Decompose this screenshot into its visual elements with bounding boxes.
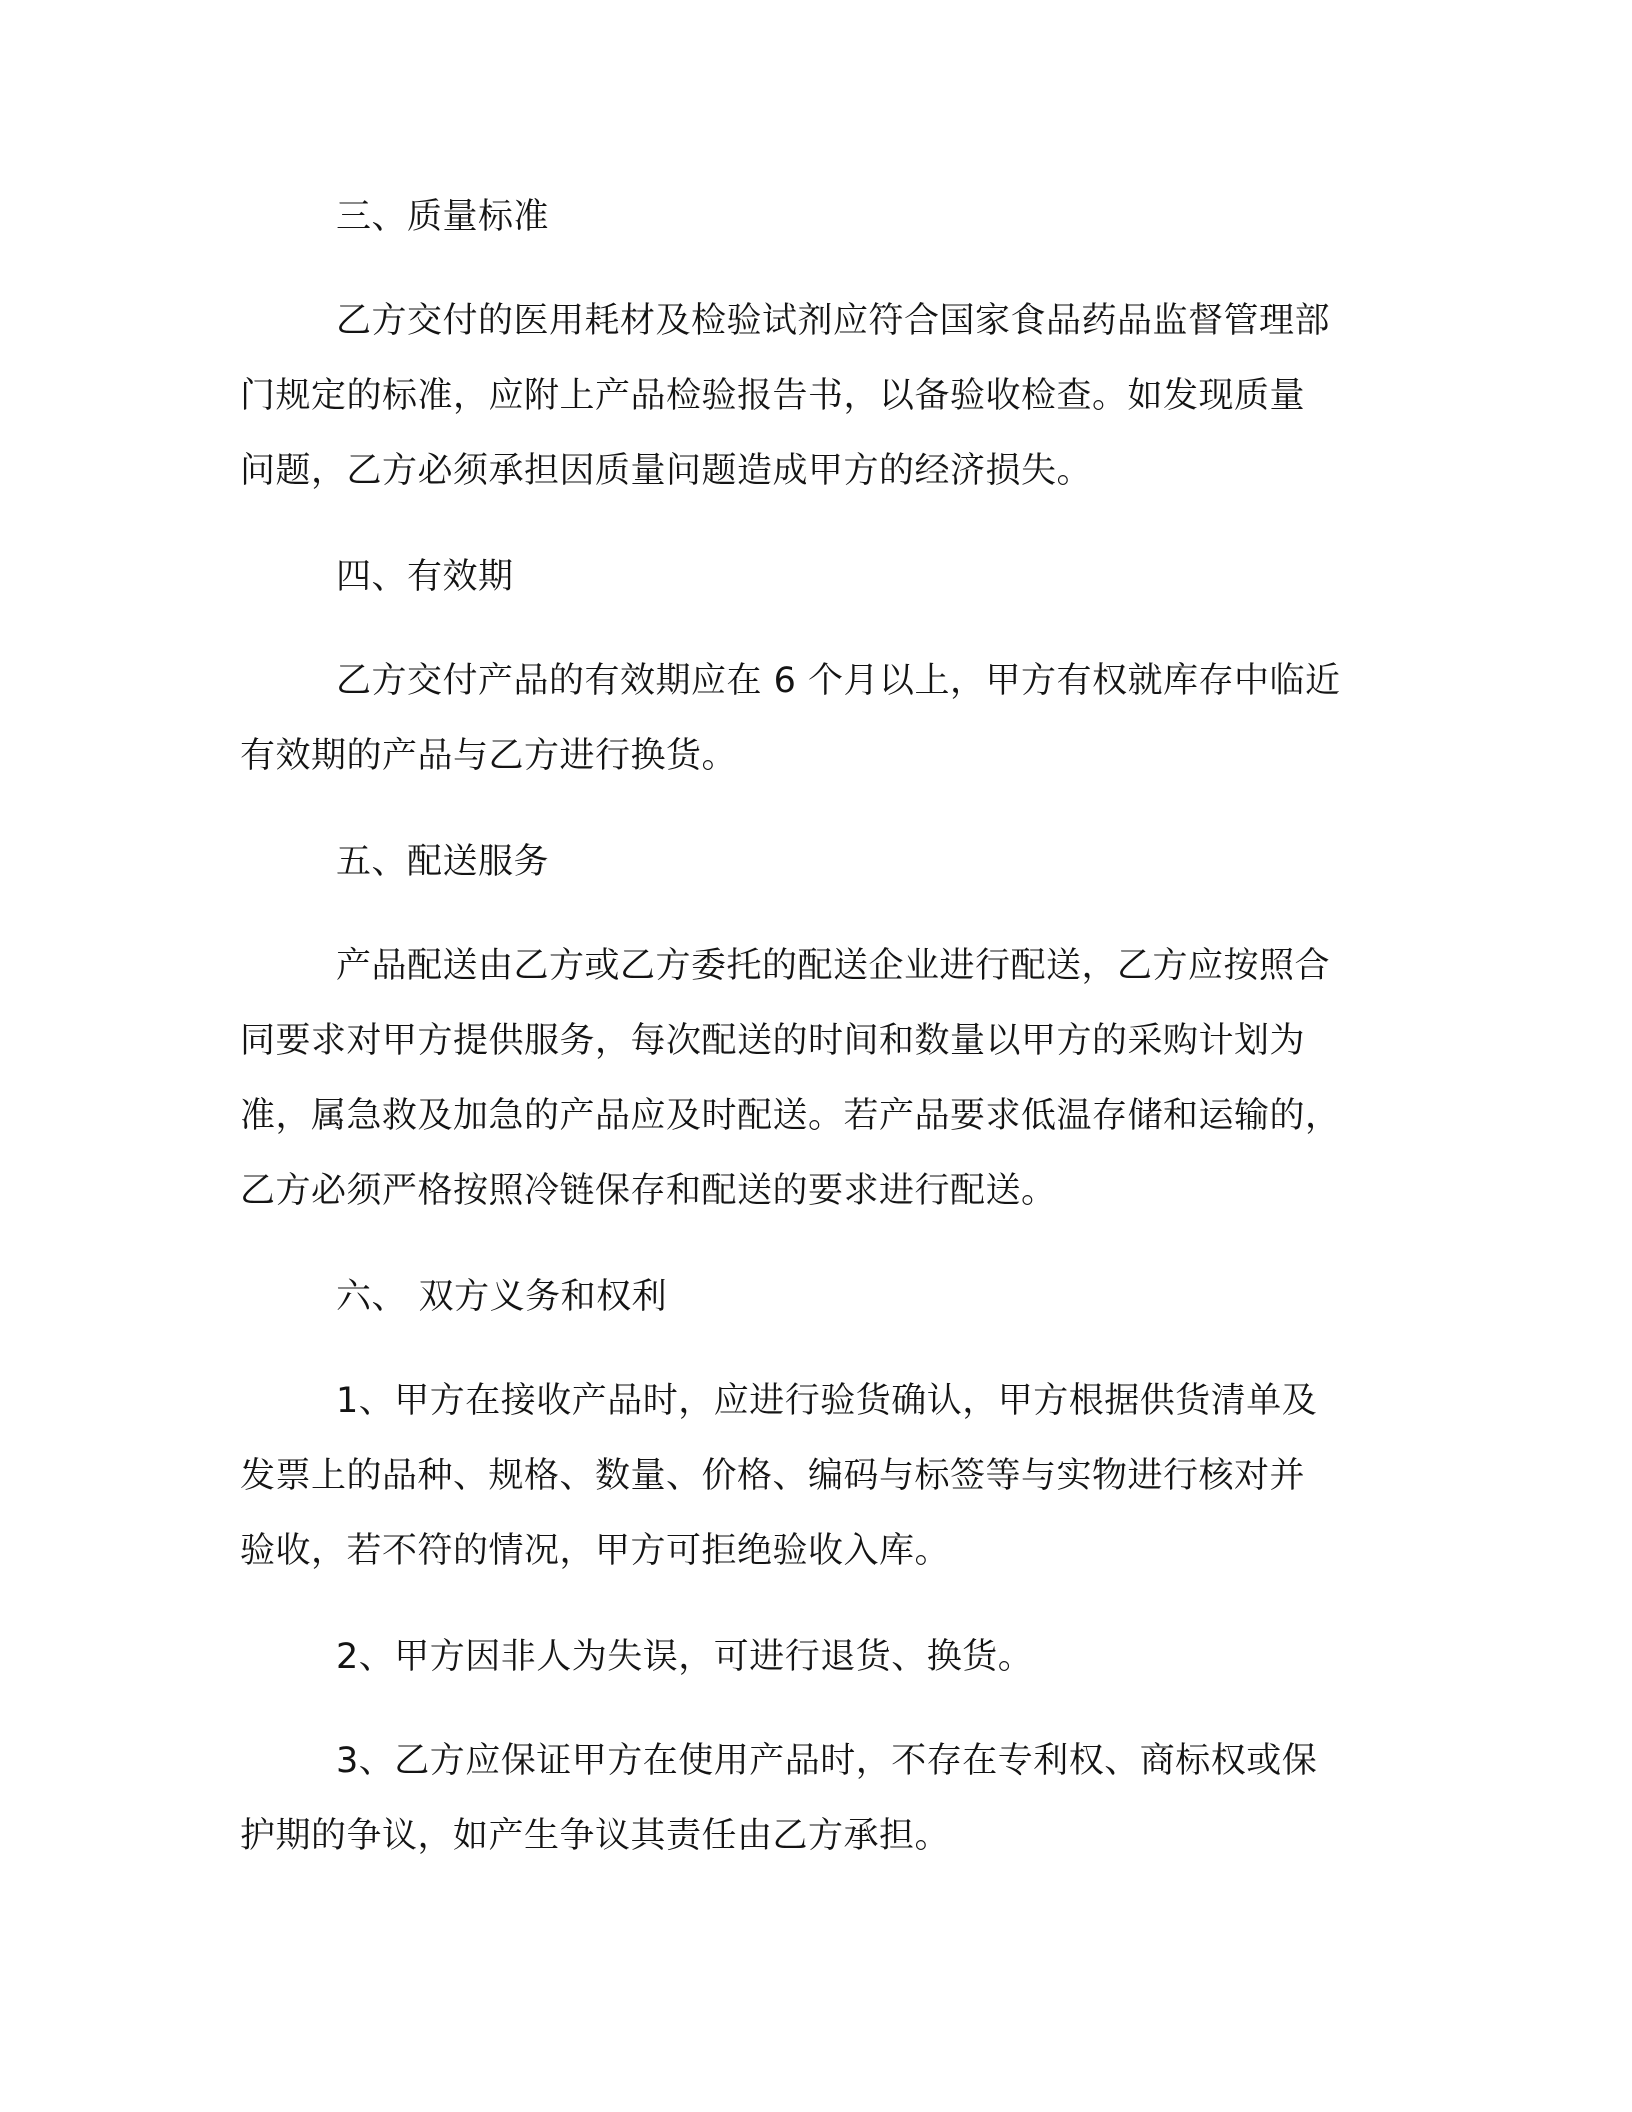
paragraph-line: 乙方必须严格按照冷链保存和配送的要求进行配送。 [240,1171,1057,1211]
paragraph-line: 有效期的产品与乙方进行换货。 [240,736,738,776]
paragraph-line: 门规定的标准，应附上产品检验报告书，以备验收检查。如发现质量 [240,376,1306,416]
paragraph-line: 准，属急救及加急的产品应及时配送。若产品要求低温存储和运输的， [240,1096,1341,1136]
section-heading-validity: 四、有效期 [336,557,514,597]
paragraph-line: 问题，乙方必须承担因质量问题造成甲方的经济损失。 [240,451,1093,491]
paragraph-line: 护期的争议，如产生争议其责任由乙方承担。 [240,1816,951,1856]
paragraph-line: 乙方交付产品的有效期应在 6 个月以上，甲方有权就库存中临近 [336,661,1341,701]
section-heading-quality: 三、质量标准 [336,197,550,237]
paragraph-line: 产品配送由乙方或乙方委托的配送企业进行配送，乙方应按照合 [336,946,1331,986]
section-heading-delivery: 五、配送服务 [336,842,550,882]
paragraph-line: 同要求对甲方提供服务，每次配送的时间和数量以甲方的采购计划为 [240,1021,1306,1061]
paragraph-line: 发票上的品种、规格、数量、价格、编码与标签等与实物进行核对并 [240,1456,1306,1496]
paragraph-line: 验收，若不符的情况，甲方可拒绝验收入库。 [240,1531,951,1571]
paragraph-line: 乙方交付的医用耗材及检验试剂应符合国家食品药品监督管理部 [336,301,1331,341]
paragraph-line: 1、甲方在接收产品时，应进行验货确认，甲方根据供货清单及 [336,1381,1318,1421]
paragraph-line: 3、乙方应保证甲方在使用产品时，不存在专利权、商标权或保 [336,1741,1318,1781]
section-heading-obligations: 六、 双方义务和权利 [336,1277,668,1317]
paragraph-line: 2、甲方因非人为失误，可进行退货、换货。 [336,1637,1034,1677]
